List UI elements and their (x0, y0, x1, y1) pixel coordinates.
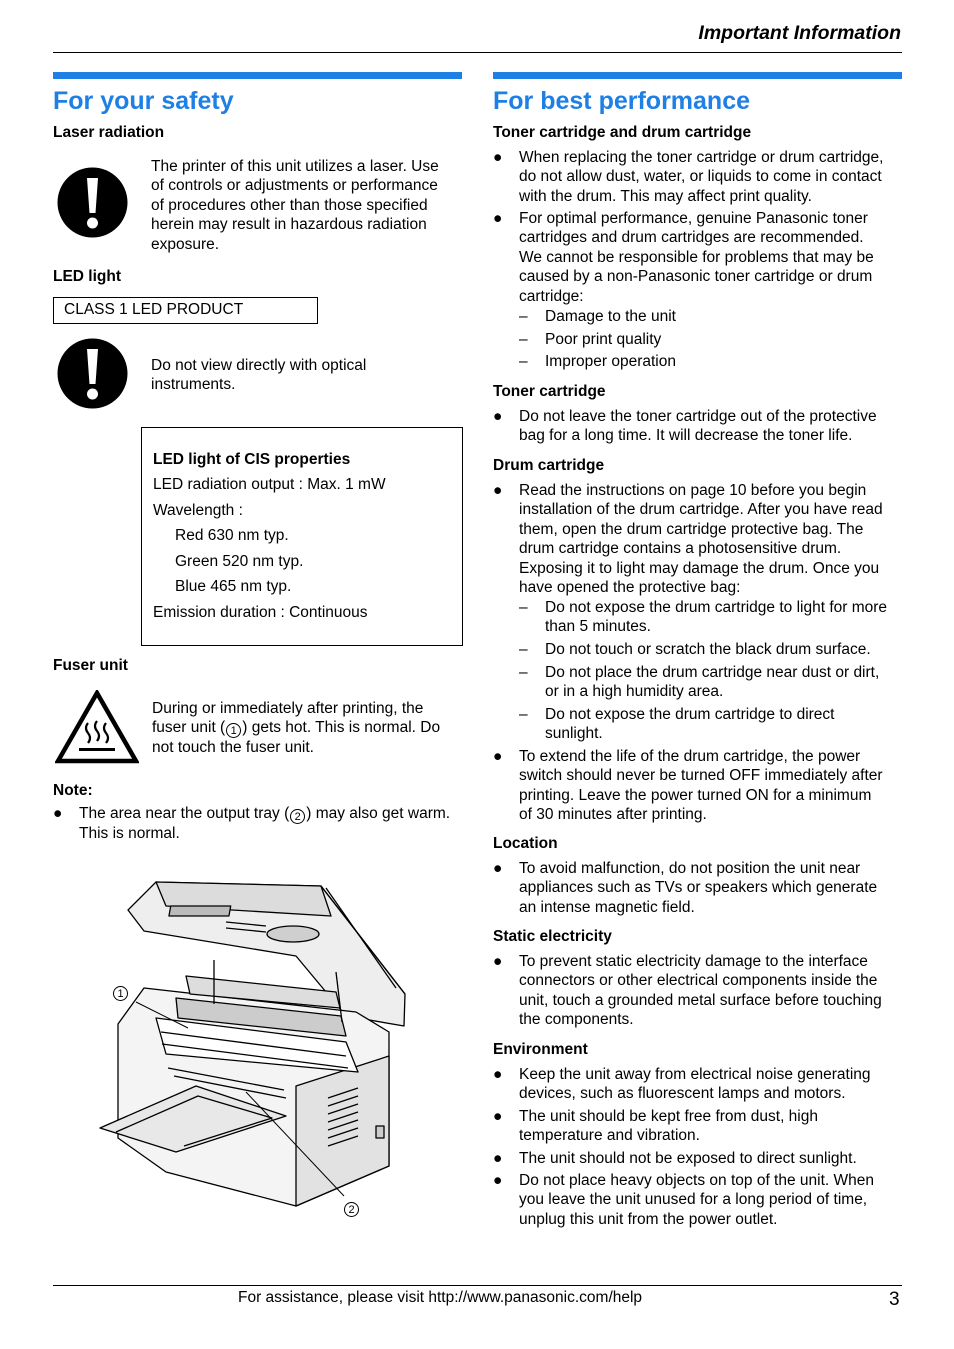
bullet-icon: ● (493, 408, 503, 425)
warning-exclamation-icon (57, 338, 128, 409)
cis-output: LED radiation output : Max. 1 mW (153, 476, 386, 493)
drum-heading: Drum cartridge (493, 457, 605, 474)
cis-red: Red 630 nm typ. (175, 527, 289, 544)
page-number: 3 (889, 1289, 900, 1310)
static-bullet-1: ● To prevent static electricity damage to the interface connectors or other electrical components inside the unit, touch a grounded metal surface before touching the components. (493, 953, 882, 1029)
note-bullet: ● The area near the output tray ( 2 ) may also get warm. This is normal. (53, 805, 451, 842)
toner-bullet-1: ● Do not leave the toner cartridge out of the protective bag for a long time. It will decrease the toner life. (493, 408, 877, 445)
bullet-icon: ● (493, 953, 503, 970)
cis-green: Green 520 nm typ. (175, 553, 304, 570)
bullet-icon: ● (493, 860, 503, 877)
callout-1-label: 1 (112, 982, 129, 1001)
environment-bullet-3: ● The unit should not be exposed to direct sunlight. (493, 1150, 857, 1167)
bullet-icon: ● (493, 1150, 503, 1167)
callout-2-badge: 2 (290, 809, 305, 824)
environment-bullet-2: ● The unit should be kept free from dust, high temperature and vibration. (493, 1108, 818, 1145)
drum-bullet-1: ● Read the instructions on page 10 before you begin installation of the drum cartridge. After you have read them, open the drum cartridge protective bag. The drum cartridge contains a photosensitive drum. Exposing it to light may damage the drum. Once you have opened the protective bag: (493, 482, 883, 597)
printer-illustration (96, 876, 408, 1222)
bullet-icon: ● (493, 482, 503, 499)
environment-bullet-4: ● Do not place heavy objects on top of the unit. When you leave the unit unused for a long period of time, unplug this unit from the power outlet. (493, 1172, 875, 1228)
performance-title: For best performance (493, 87, 751, 115)
toner-heading: Toner cartridge (493, 383, 606, 400)
led-class-box (53, 297, 318, 324)
hot-surface-warning-icon (55, 690, 139, 764)
environment-bullet-1: ● Keep the unit away from electrical noise generating devices, such as fluorescent lamps and motors. (493, 1066, 871, 1103)
location-bullet-1: ● To avoid malfunction, do not position the unit near appliances such as TVs or speakers which generate an intense magnetic field. (493, 860, 878, 916)
cis-properties-box (141, 427, 463, 646)
cis-emission: Emission duration : Continuous (153, 604, 368, 621)
bullet-icon: ● (493, 1108, 503, 1125)
toner-drum-bullet-2: ● For optimal performance, genuine Panasonic toner cartridges and drum cartridges are recommended. We cannot be responsible for problems that may be caused by a non-Panasonic toner cartridge or drum cartridge: (493, 210, 874, 305)
bullet-icon: ● (53, 805, 63, 822)
bullet-icon: ● (493, 1172, 503, 1189)
fuser-heading: Fuser unit (53, 657, 128, 674)
laser-text: The printer of this unit utilizes a laser. Use of controls or adjustments or performance of procedures other than those specified herein may result in hazardous radiation exposure. (151, 158, 439, 253)
header-title: Important Information (698, 22, 901, 44)
environment-heading: Environment (493, 1041, 588, 1058)
cis-blue: Blue 465 nm typ. (175, 578, 292, 595)
toner-drum-heading: Toner cartridge and drum cartridge (493, 124, 752, 141)
safety-title: For your safety (53, 87, 234, 115)
bullet-icon: ● (493, 149, 503, 166)
warning-exclamation-icon (57, 167, 128, 238)
led-text: Do not view directly with optical instruments. (151, 357, 367, 394)
cis-wavelength: Wavelength : (153, 502, 243, 519)
note-heading: Note: (53, 782, 93, 799)
laser-heading: Laser radiation (53, 124, 165, 141)
led-class-label: CLASS 1 LED PRODUCT (64, 301, 244, 318)
fuser-text: During or immediately after printing, the fuser unit ( 1 ) gets hot. This is normal. Do not touch the fuser unit. (152, 700, 441, 757)
toner-drum-bullet-1: ● When replacing the toner cartridge or drum cartridge, do not allow dust, water, or liquids to come in contact with the drum. This may affect print quality. (493, 149, 884, 205)
right-section-bar (493, 72, 902, 79)
location-heading: Location (493, 835, 558, 852)
footer-rule (53, 1285, 902, 1286)
led-heading: LED light (53, 268, 122, 285)
footer-help-text: For assistance, please visit http://www.panasonic.com/help (238, 1289, 643, 1306)
drum-bullet-2: ● To extend the life of the drum cartridge, the power switch should never be turned OFF immediately after printing. Leave the power turned ON for a minimum of 30 minutes after printing. (493, 748, 883, 824)
bullet-icon: ● (493, 748, 503, 765)
callout-1-badge: 1 (226, 723, 241, 738)
left-section-bar (53, 72, 462, 79)
bullet-icon: ● (493, 210, 503, 227)
header-rule (53, 52, 902, 53)
bullet-icon: ● (493, 1066, 503, 1083)
cis-heading: LED light of CIS properties (153, 451, 351, 468)
callout-2-label: 2 (343, 1198, 360, 1217)
static-heading: Static electricity (493, 928, 612, 945)
